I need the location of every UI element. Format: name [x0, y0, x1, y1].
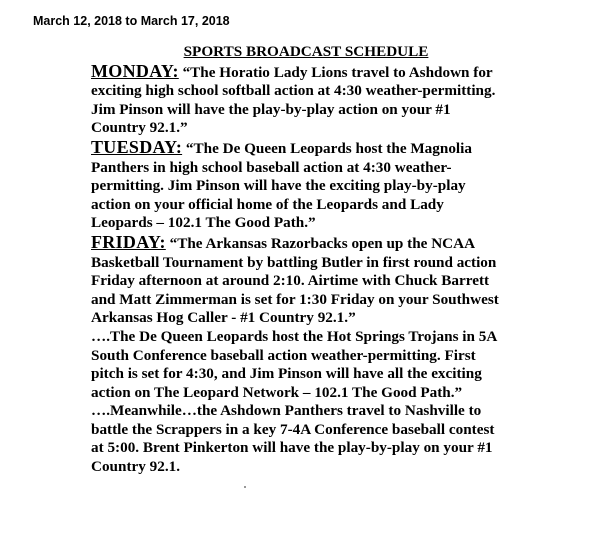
friday-line-11: battle the Scrappers in a key 7-4A Conference baseball contest — [91, 420, 495, 438]
friday-line-1: FRIDAY: “The Arkansas Razorbacks open up the NCAA — [91, 231, 476, 252]
tuesday-line-4: action on your official home of the Leopards and Lady — [91, 195, 444, 213]
monday-day-label: MONDAY: — [91, 60, 179, 81]
friday-line-9: action on The Leopard Network – 102.1 The Good Path.” — [91, 383, 463, 401]
friday-line-3: Friday afternoon at around 2:10. Airtime with Chuck Barrett — [91, 272, 490, 290]
monday-entry — [91, 62, 601, 138]
friday-line-5: Arkansas Hog Caller - #1 Country 92.1.” — [91, 309, 356, 327]
tuesday-line-1: TUESDAY: “The De Queen Leopards host the Magnolia — [91, 136, 472, 157]
friday-line-4: and Matt Zimmerman is set for 1:30 Friday on your Southwest — [91, 290, 499, 308]
date-range: March 12, 2018 to March 17, 2018 — [33, 14, 230, 28]
friday-line-2: Basketball Tournament by battling Butler in first round action — [91, 253, 497, 271]
stray-dot — [244, 486, 246, 488]
document-title: SPORTS BROADCAST SCHEDULE — [183, 43, 429, 60]
friday-line-8: pitch is set for 4:30, and Jim Pinson will have all the exciting — [91, 365, 482, 383]
monday-line-1: MONDAY: “The Horatio Lady Lions travel to Ashdown for — [91, 60, 493, 81]
schedule-document — [91, 43, 601, 477]
friday-entry — [91, 233, 601, 477]
monday-line-4: Country 92.1.” — [91, 119, 188, 137]
tuesday-line-3: permitting. Jim Pinson will have the exciting play-by-play — [91, 177, 466, 195]
friday-line-7: South Conference baseball action weather-permitting. First — [91, 346, 476, 364]
friday-line-10: ….Meanwhile…the Ashdown Panthers travel to Nashville to — [91, 402, 482, 420]
monday-line-3: Jim Pinson will have the play-by-play action on your #1 — [91, 100, 451, 118]
friday-line-6: ….The De Queen Leopards host the Hot Springs Trojans in 5A — [91, 327, 498, 345]
tuesday-line-2: Panthers in high school baseball action at 4:30 weather- — [91, 158, 452, 176]
monday-line-2: exciting high school softball action at 4:30 weather-permitting. — [91, 82, 496, 100]
friday-day-label: FRIDAY: — [91, 231, 166, 252]
tuesday-day-label: TUESDAY: — [91, 136, 183, 157]
tuesday-entry — [91, 138, 601, 233]
friday-line-13: Country 92.1. — [91, 458, 181, 476]
friday-line-12: at 5:00. Brent Pinkerton will have the play-by-play on your #1 — [91, 439, 493, 457]
tuesday-line-5: Leopards – 102.1 The Good Path.” — [91, 214, 316, 232]
